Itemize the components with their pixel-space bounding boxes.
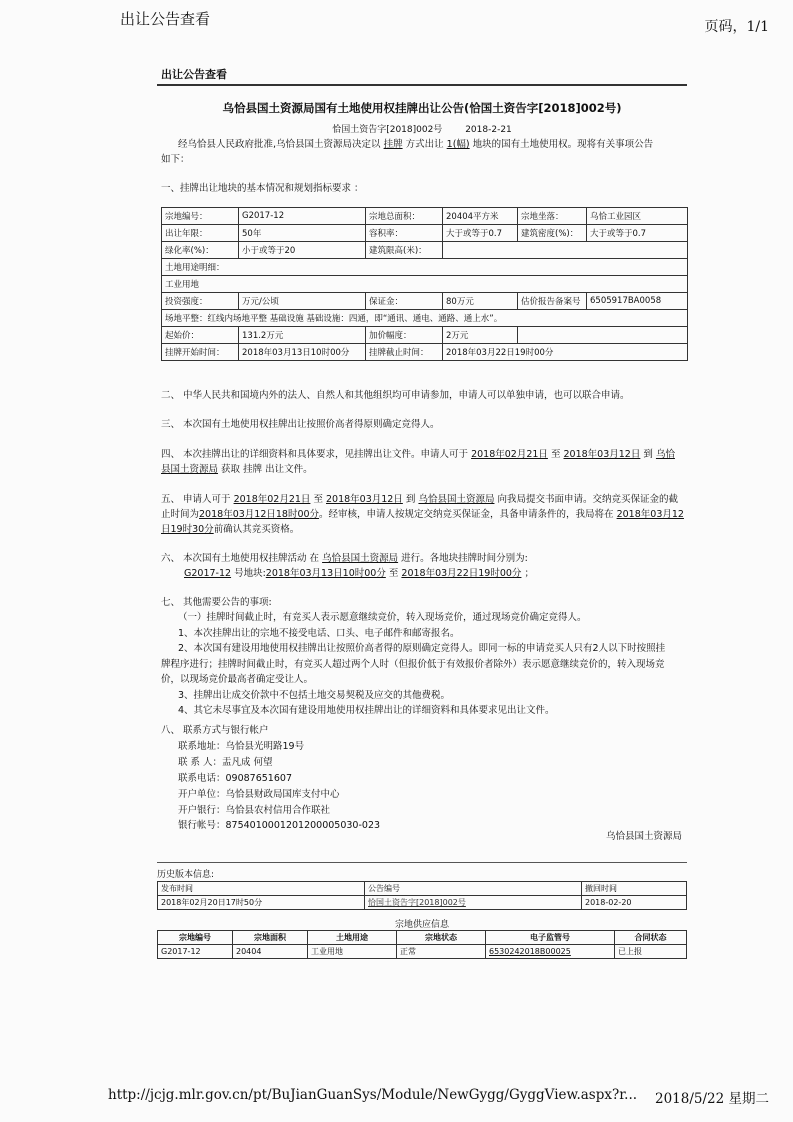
- table-row: [162, 293, 688, 310]
- cell: 已上报: [615, 945, 687, 959]
- section-3: 三、 本次国有土地使用权挂牌出让按照价高者得原则确定竞得人。: [161, 419, 440, 430]
- intro-text: 方式出让: [405, 139, 444, 150]
- table-row: [162, 344, 688, 361]
- contact-line: 联系电话：09087651607: [178, 773, 292, 784]
- column-header: 宗地面积: [233, 931, 308, 945]
- table-row: [162, 327, 688, 344]
- section-6-line-1: [161, 551, 528, 566]
- cell-value: 80万元: [443, 293, 518, 310]
- cell-empty: [518, 327, 688, 344]
- org: 乌恰县国土资源局: [418, 494, 495, 505]
- cell-value: 乌恰工业园区: [587, 208, 688, 225]
- cell-label: 加价幅度：: [366, 327, 443, 344]
- section-2: 二、 中华人民共和国境内外的法人、自然人和其他组织均可申请参加，申请人可以单独申请，也可以联合申请。: [161, 390, 630, 401]
- intro-text: 地块的国有土地使用权。现将有关事项公告: [472, 139, 654, 150]
- date: 2018年03月12: [616, 509, 684, 520]
- cell-label: 建筑限高(米)：: [366, 242, 443, 259]
- column-header: 撤回时间: [582, 882, 687, 896]
- signature: 乌恰县国土资源局: [606, 831, 683, 842]
- section-7-item: 2、本次国有建设用地使用权挂牌出让按照价高者得的原则确定竞得人。即同一标的申请竞买人只有2人以下时按照挂: [178, 643, 666, 654]
- cell-value: 大于或等于0.7: [587, 225, 688, 242]
- cell-value: 小于或等于20: [239, 242, 366, 259]
- section-4-line-1: [161, 447, 675, 462]
- section-6-line-2: [184, 566, 534, 581]
- print-footer-date: 2018/5/22 星期二: [654, 1091, 769, 1107]
- announcement-date: 2018-2-21: [465, 125, 512, 135]
- text: 到: [643, 449, 653, 460]
- section-5-line-3: [161, 522, 299, 537]
- parcel-code: G2017-12: [184, 568, 232, 579]
- section-4-line-2: [161, 462, 313, 477]
- contact-line: 银行帐号：875401000120120000​5030-023: [178, 820, 381, 831]
- table-row: [158, 945, 687, 959]
- contact-line: 开户单位：乌恰县财政局国库支付中心: [178, 789, 340, 800]
- table-row: [162, 276, 688, 293]
- announcement-title: 乌恰县国土资源局国有土地使用权挂牌出让公告(恰国土资告字[2018]002号): [222, 101, 622, 115]
- text: 向我局提交书面申请。交纳竞买保证金的截: [497, 494, 678, 505]
- announcement-number: 恰国土资告字[2018]002号: [332, 125, 443, 135]
- date: 2018年03月12日18时00分: [199, 509, 320, 520]
- cell-label: 出让年限：: [162, 225, 239, 242]
- cell-value: 20404平方米: [443, 208, 518, 225]
- text: 至: [550, 449, 561, 460]
- section-7-item: 4、其它未尽事宜及本次国有建设用地使用权挂牌出让的详细资料和具体要求见出让文件。: [178, 705, 555, 716]
- text: 进行。各地块挂牌时间分别为:: [401, 553, 528, 564]
- text: 四、 本次挂牌出让的详细资料和具体要求，见挂牌出让文件。申请人可于: [161, 449, 469, 460]
- cell-label: 投资强度：: [162, 293, 239, 310]
- column-header: 公告编号: [365, 882, 582, 896]
- column-header: 宗地状态: [397, 931, 486, 945]
- intro-method: 挂牌: [383, 139, 403, 150]
- date: 2018年03月22日19时00分: [401, 568, 522, 579]
- cell-value: 131.2万元: [239, 327, 366, 344]
- section-7-heading: 七、 其他需要公告的事项:: [161, 597, 272, 608]
- intro-line-2: 如下：: [161, 154, 190, 165]
- cell-label: 起始价：: [162, 327, 239, 344]
- section-7-item: 牌程序进行；挂牌时间截止时，有竞买人超过两个人时（但报价低于有效报价者除外）表示愿意继续竞价的，转入现场竞: [161, 659, 665, 670]
- intro-count: 1(幅): [446, 139, 470, 150]
- text: 六、 本次国有土地使用权挂牌活动 在: [161, 553, 320, 564]
- print-header-title: 出让公告查看: [120, 10, 211, 28]
- cell: 正常: [397, 945, 486, 959]
- cell-label: 宗地编号：: [162, 208, 239, 225]
- column-header: 土地用途: [308, 931, 397, 945]
- text: 。经审核，申请人按规定交纳竞买保证金，具备申请条件的，我局将在: [319, 509, 614, 520]
- section-7-item: （一）挂牌时间截止时，有竞买人表示愿意继续竞价，转入现场竞价，通过现场竞价确定竞得人。: [178, 612, 587, 623]
- date: 2018年02月21日: [471, 449, 548, 460]
- intro-line-1: [178, 137, 653, 152]
- announcement-number-line: [157, 122, 687, 135]
- title-bar-label: 出让公告查看: [161, 68, 227, 81]
- cell-label: 挂牌截止时间：: [366, 344, 443, 361]
- history-table: [157, 881, 687, 910]
- print-footer-url: http://jcjg.mlr.gov.cn/pt/BuJianGuanSys/Module/NewGygg/GyggView.aspx?r...: [108, 1087, 638, 1103]
- print-page-number: 页码，1/1: [704, 19, 769, 35]
- history-label: 历史版本信息:: [157, 870, 215, 880]
- title-bar: [157, 60, 687, 86]
- cell: 20404: [233, 945, 308, 959]
- divider: [157, 862, 687, 863]
- table-row: [162, 242, 688, 259]
- cell-value: 2018年03月13日10时00分: [239, 344, 366, 361]
- text: 获取 挂牌 出让文件。: [221, 464, 313, 475]
- table-row: [158, 931, 687, 945]
- cell-value: 6505917BA0058: [587, 293, 688, 310]
- table-row: [158, 882, 687, 896]
- date: 2018年03月12日: [563, 449, 641, 460]
- date: 2018年03月13日10时00分: [265, 568, 386, 579]
- table-row: [158, 896, 687, 910]
- column-header: 宗地编号: [158, 931, 233, 945]
- supervision-link[interactable]: 6530242018B00025: [486, 945, 615, 959]
- column-header: 合同状态: [615, 931, 687, 945]
- section-5-line-2: [161, 507, 684, 522]
- date: 日19时30分: [161, 524, 214, 535]
- cell: 2018年02月20日17时50分: [158, 896, 365, 910]
- table-row: [162, 310, 688, 327]
- cell-value: G2017-12: [239, 208, 366, 225]
- text: 至: [313, 494, 323, 505]
- table-row: [162, 208, 688, 225]
- org: 县国土资源局: [161, 464, 219, 475]
- cell-value: 场地平整：红线内场地平整 基础设施 基础设施：四通，即“通讯、通电、通路、通上水”。: [162, 310, 688, 327]
- cell-label: 宗地坐落：: [518, 208, 587, 225]
- section-7-item: 1、本次挂牌出让的宗地不接受电话、口头、电子邮件和邮寄报名。: [178, 628, 460, 639]
- text: 五、 申请人可于: [161, 494, 231, 505]
- cell-label: 容积率：: [366, 225, 443, 242]
- text: 到: [405, 494, 416, 505]
- text: 至: [388, 568, 399, 579]
- cell-label: 保证金：: [366, 293, 443, 310]
- text: ；: [524, 568, 534, 579]
- supply-table: [157, 930, 687, 959]
- cell: 工业用地: [308, 945, 397, 959]
- section-7-item: 3、挂牌出让成交价款中不包括土地交易契税及应交的其他费税。: [178, 690, 451, 701]
- text: 前确认其竞买资格。: [213, 524, 300, 535]
- table-row: [162, 225, 688, 242]
- cell: G2017-12: [158, 945, 233, 959]
- column-header: 发布时间: [158, 882, 365, 896]
- cell: 2018-02-20: [582, 896, 687, 910]
- section-5-line-1: [161, 492, 678, 507]
- section-1-heading: 一、挂牌出让地块的基本情况和规划指标要求 ：: [161, 183, 364, 194]
- cell-value: 万元/公顷: [239, 293, 366, 310]
- announcement-link[interactable]: 恰国土资告字[2018]002号: [365, 896, 582, 910]
- cell-value: 2万元: [443, 327, 518, 344]
- section-8-heading: 八、 联系方式与银行帐户: [161, 725, 269, 736]
- column-header: 电子监管号: [486, 931, 615, 945]
- cell-label: 土地用途明细：: [162, 259, 688, 276]
- cell-label: 挂牌开始时间：: [162, 344, 239, 361]
- text: 止时间为: [161, 509, 200, 520]
- table-row: [162, 259, 688, 276]
- supply-title: 宗地供应信息: [394, 920, 449, 930]
- org: 乌恰县国土资源局: [322, 553, 399, 564]
- cell-value: 2018年03月22日19时00分: [443, 344, 688, 361]
- text: 号地块:: [234, 568, 266, 579]
- cell-value: 50年: [239, 225, 366, 242]
- cell-value: 工业用地: [162, 276, 688, 293]
- org: 乌恰: [655, 449, 675, 460]
- cell-label: 估价报告备案号: [518, 293, 587, 310]
- contact-line: 开户银行：乌恰县农村信用合作联社: [178, 805, 331, 816]
- date: 2018年02月21日: [233, 494, 311, 505]
- contact-line: 联 系 人：盂凡成 何望: [178, 757, 273, 768]
- cell-value: [443, 242, 688, 259]
- cell-label: 绿化率(%)：: [162, 242, 239, 259]
- cell-value: 大于或等于0.7: [443, 225, 518, 242]
- date: 2018年03月12日: [326, 494, 403, 505]
- cell-label: 宗地总面积：: [366, 208, 443, 225]
- parcel-info-table: [161, 207, 688, 361]
- cell-label: 建筑密度(%)：: [518, 225, 587, 242]
- section-7-item: 价，以现场竞价最高者确定受让人。: [161, 674, 314, 685]
- intro-text: 经乌恰县人民政府批准,乌恰县国土资源局决定以: [178, 139, 381, 150]
- contact-line: 联系地址：乌恰县光明路19号: [178, 741, 305, 752]
